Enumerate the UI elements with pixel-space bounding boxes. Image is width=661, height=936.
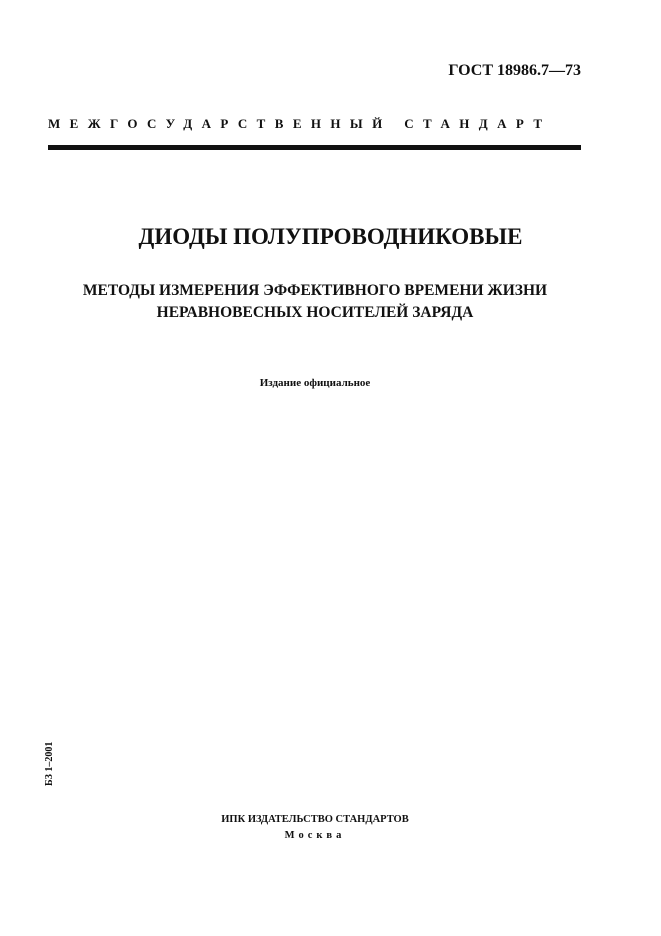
publisher-name: ИПК ИЗДАТЕЛЬСТВО СТАНДАРТОВ (221, 814, 409, 825)
subtitle-line-2: НЕРАВНОВЕСНЫХ НОСИТЕЛЕЙ ЗАРЯДА (156, 304, 474, 321)
edition-label: Издание официальное (259, 377, 371, 389)
gost-number: ГОСТ 18986.7—73 (448, 62, 581, 79)
standard-type-heading: МЕЖГОСУДАРСТВЕННЫЙ СТАНДАРТ (48, 116, 552, 131)
document-title: ДИОДЫ ПОЛУПРОВОДНИКОВЫЕ (138, 224, 523, 249)
subtitle-line-1: МЕТОДЫ ИЗМЕРЕНИЯ ЭФФЕКТИВНОГО ВРЕМЕНИ ЖИЗНИ (82, 282, 548, 299)
header-divider (48, 145, 581, 150)
side-code: БЗ 1–2001 (44, 741, 55, 786)
publisher-city: Москва (284, 830, 346, 841)
document-subtitle (0, 280, 630, 324)
